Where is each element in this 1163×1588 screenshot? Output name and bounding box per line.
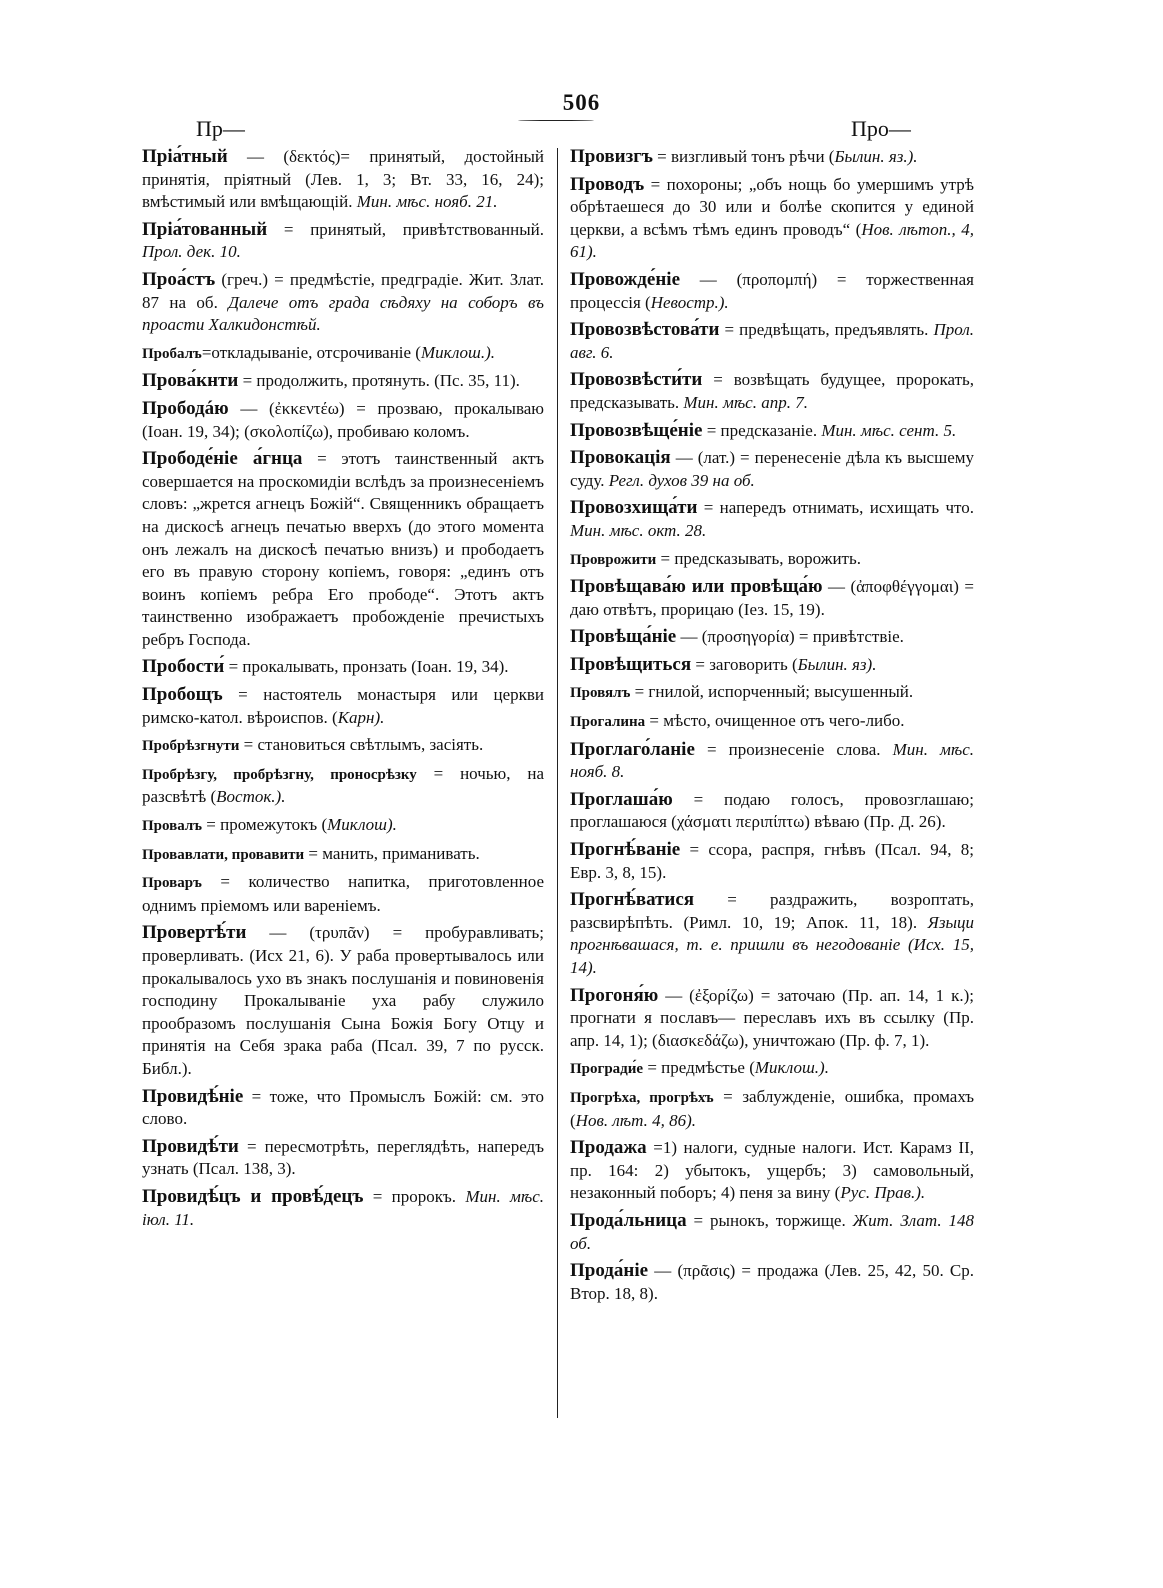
entry-citation: Мин. мѣс. сент. 5. bbox=[817, 420, 957, 440]
entry-definition: = напередъ отнимать, исхищать что. bbox=[697, 498, 974, 518]
dictionary-entry bbox=[142, 656, 544, 679]
entry-headword: Провизгъ bbox=[570, 146, 653, 167]
entry-definition: — (πρᾶσις) = продажа (Лев. 25, 42, 50. Ср. Втор. 18, 8). bbox=[570, 1261, 974, 1303]
entry-definition: = манить, приманивать. bbox=[304, 843, 480, 863]
entry-citation: Мин. мѣс. іюл. 11. bbox=[142, 1186, 544, 1229]
entry-citation: Языци прогнѣвашася, т. е. пришли въ негодованіе (Исх. 15, 14). bbox=[570, 912, 974, 977]
entry-definition: = этотъ таинственный актъ совершается на проскомидіи вслѣдъ за произнесеніемъ словъ: „жрется агнецъ Божій“. Священникъ обращаетъ на дискосѣ агнецъ печатью вверхъ (до этого момента онъ лежалъ на дискосѣ печатью внизъ) и прободаетъ его въ правую сторону копіемъ, говоря: „единъ отъ воинъ копіемъ ребра Его прободе“. Этотъ актъ таинственно изображаетъ пробожденіе пречистыхъ ребръ Господа. bbox=[142, 449, 544, 649]
entry-definition: = тоже, что Промыслъ Божій: см. это слово. bbox=[142, 1086, 544, 1129]
entry-definition: = возвѣщать будущее, пророкать, предсказывать. bbox=[570, 370, 974, 412]
entry-headword: Провозхища́ти bbox=[570, 497, 698, 519]
dictionary-entry bbox=[570, 146, 974, 169]
entry-headword: Проврожити bbox=[570, 551, 657, 568]
entry-definition: = заблужденіе, ошибка, промахъ ( bbox=[570, 1086, 975, 1130]
column-divider bbox=[557, 148, 558, 1418]
entry-headword: Провѣща́ніе bbox=[570, 626, 677, 648]
dictionary-entry bbox=[570, 789, 974, 834]
dictionary-entry bbox=[570, 174, 974, 264]
dictionary-entry bbox=[142, 1086, 544, 1131]
entry-headword: Пробости́ bbox=[142, 656, 225, 678]
dictionary-entry bbox=[570, 1137, 974, 1205]
entry-definition: (греч.) = предмѣстіе, предградіе. Жит. Злат. 87 на об. bbox=[142, 269, 544, 312]
entry-citation: Невостр.). bbox=[650, 292, 729, 312]
dictionary-entry bbox=[142, 398, 544, 443]
entry-definition: — (лат.) = перенесеніе дѣла къ высшему суду. bbox=[570, 448, 974, 490]
dictionary-entry bbox=[142, 843, 544, 867]
entry-headword: Пробрѣзгу, пробрѣзгну, проносрѣзку bbox=[142, 766, 417, 783]
entry-definition: = предвѣщать, предъявлять. bbox=[719, 320, 929, 340]
entry-headword: Пробалъ bbox=[142, 345, 202, 362]
entry-headword: Прогрѣха, прогрѣхъ bbox=[570, 1089, 714, 1106]
dictionary-entry bbox=[570, 1260, 974, 1305]
entry-headword: Продажа bbox=[570, 1137, 647, 1159]
dictionary-entry bbox=[570, 1210, 974, 1255]
entry-definition: = гнилой, испорченный; высушенный. bbox=[630, 682, 914, 702]
entry-headword: Провалъ bbox=[142, 818, 203, 835]
entry-definition: = становиться свѣтлымъ, засіять. bbox=[239, 735, 484, 755]
entry-headword: Провѣщава́ю или провѣща́ю bbox=[570, 576, 823, 598]
entry-definition: = произнесеніе слова. bbox=[694, 739, 881, 759]
entry-citation: Далече отъ града сѣдяху на соборъ въ проасти Халкидонстѣй. bbox=[142, 292, 545, 335]
entry-citation: Восток.). bbox=[216, 787, 286, 807]
entry-headword: Проа́стъ bbox=[142, 268, 216, 290]
entry-citation: Прол. дек. 10. bbox=[142, 242, 241, 262]
dictionary-entry bbox=[142, 871, 544, 917]
entry-citation: Мин. мѣс. нояб. 8. bbox=[570, 739, 975, 782]
entry-headword: Прода́ніе bbox=[570, 1260, 649, 1282]
entry-citation: Карн). bbox=[337, 707, 385, 727]
entry-citation: Мин. мѣс. окт. 28. bbox=[570, 520, 707, 540]
entry-headword: Пріа́тный bbox=[142, 146, 228, 167]
dictionary-entry bbox=[570, 420, 974, 443]
entry-headword: Проглаша́ю bbox=[570, 788, 673, 810]
dictionary-entry bbox=[142, 370, 544, 393]
dictionary-entry bbox=[570, 497, 974, 542]
entry-definition: — (τρυπᾶν) = пробуравливать; проверливать. (Исх 21, 6). У раба провертывалось или прокалывалось ухо въ знакъ послушанія и повиновенія господину Прокалываніе уха рабу служило прообразомъ послушанія Сына Божія Богу Отцу и принятія на Себя зрака раба (Псал. 39, 7 по русск. Библ.). bbox=[142, 923, 544, 1078]
page-number-rule bbox=[518, 120, 594, 121]
entry-definition: =1) налоги, судные налоги. Ист. Карамз II, пр. 164: 2) убытокъ, ущербъ; 3) самовольный, незаконный поборъ; 4) пеня за вину ( bbox=[570, 1138, 974, 1203]
entry-headword: Проглаго́ланіе bbox=[570, 738, 695, 760]
running-head-left: Пр— bbox=[196, 116, 245, 141]
dictionary-entry bbox=[570, 1057, 974, 1081]
entry-citation: Миклош.). bbox=[754, 1058, 829, 1078]
dictionary-entry bbox=[570, 626, 974, 649]
dictionary-entry bbox=[142, 814, 544, 838]
entry-definition: — (ἀποφθέγγομαι) = даю отвѣтъ, прорицаю (Іез. 15, 19). bbox=[570, 577, 974, 619]
right-column bbox=[570, 146, 974, 1310]
dictionary-entry bbox=[142, 734, 544, 758]
entry-definition: = заговорить ( bbox=[691, 654, 798, 674]
entry-definition: = визгливый тонъ рѣчи ( bbox=[652, 147, 835, 166]
entry-citation: Мин. мѣс. нояб. 21. bbox=[352, 192, 498, 212]
entry-headword: Провидѣ́ніе bbox=[142, 1085, 244, 1107]
entry-headword: Програди́е bbox=[570, 1061, 644, 1078]
entry-headword: Прободáю bbox=[142, 397, 229, 419]
entry-definition: = ссора, распря, гнѣвъ (Псал. 94, 8; Евр. 3, 8, 15). bbox=[570, 840, 974, 882]
entry-headword: Провялъ bbox=[570, 685, 631, 702]
dictionary-entry bbox=[570, 681, 974, 705]
entry-citation: Мин. мѣс. апр. 7. bbox=[679, 392, 808, 412]
entry-headword: Пріа́тованный bbox=[142, 218, 268, 240]
dictionary-entry bbox=[142, 146, 544, 214]
dictionary-entry bbox=[570, 839, 974, 884]
entry-headword: Прогнѣ́ваніе bbox=[570, 839, 681, 861]
entry-citation: Миклош.). bbox=[420, 342, 496, 362]
dictionary-entry bbox=[570, 548, 974, 572]
entry-definition: — (ἐκκεντέω) = прозваю, прокалываю (Іоан. 19, 34); (σκολοπίζω), пробиваю коломъ. bbox=[142, 398, 544, 441]
entry-headword: Провавлати, провавити bbox=[142, 846, 305, 863]
dictionary-entry bbox=[142, 1186, 544, 1231]
dictionary-entry bbox=[142, 684, 544, 729]
entry-definition: = пересмотрѣть, переглядѣть, напередъ узнать (Псал. 138, 3). bbox=[142, 1136, 544, 1179]
dictionary-entry bbox=[570, 319, 974, 364]
entry-definition: = пророкъ. bbox=[363, 1186, 457, 1206]
dictionary-entry bbox=[142, 269, 544, 337]
dictionary-entry bbox=[142, 1136, 544, 1181]
dictionary-entry bbox=[570, 985, 974, 1053]
entry-citation: Регл. духов 39 на об. bbox=[604, 470, 755, 490]
dictionary-entry bbox=[142, 922, 544, 1080]
dictionary-entry bbox=[570, 1086, 974, 1132]
entry-citation: Рус. Прав.). bbox=[840, 1183, 926, 1203]
entry-headword: Прогалина bbox=[570, 714, 646, 731]
entry-definition: = раздражить, возроптать, разсвирѣпѣть. (Римл. 10, 19; Апок. 11, 18). bbox=[570, 890, 974, 932]
entry-definition: = ночью, на разсвѣтѣ ( bbox=[142, 763, 544, 807]
entry-headword: Прода́льница bbox=[570, 1209, 687, 1231]
entry-definition: = рынокъ, торжище. bbox=[686, 1210, 846, 1230]
entry-definition: = предсказывать, ворожить. bbox=[656, 548, 861, 568]
entry-citation: Нов. лѣт. 4, 86). bbox=[575, 1110, 696, 1130]
entry-definition: — (προπομπή) = торжественная процессія ( bbox=[570, 269, 974, 312]
entry-headword: Прободе́ніе а́гнца bbox=[142, 448, 303, 470]
page-number: 506 bbox=[562, 90, 601, 115]
dictionary-entry bbox=[570, 269, 974, 314]
entry-headword: Провожде́ніе bbox=[570, 268, 681, 290]
dictionary-entry bbox=[570, 710, 974, 734]
entry-definition: = количество напитка, приготовленное однимъ пріемомъ или вареніемъ. bbox=[142, 872, 544, 915]
dictionary-entry bbox=[142, 342, 544, 366]
entry-citation: Жит. Злат. 148 об. bbox=[570, 1210, 974, 1253]
entry-definition: = принятый, привѣтствованный. bbox=[267, 219, 544, 239]
dictionary-entry bbox=[142, 448, 544, 651]
entry-citation: Нов. лѣтоп., 4, 61). bbox=[570, 219, 975, 262]
entry-definition: = промежутокъ ( bbox=[202, 815, 328, 835]
entry-citation: Прол. авг. 6. bbox=[570, 320, 974, 362]
entry-citation: Миклош). bbox=[327, 815, 397, 835]
dictionary-entry bbox=[570, 889, 974, 979]
entry-headword: Провозвѣсти́ти bbox=[570, 369, 703, 391]
dictionary-entry bbox=[142, 219, 544, 264]
entry-definition: = похороны; „объ нощь бо умершимъ утрѣ обрѣтаешеся до 30 или и болѣе скопится у единой церкви, а всѣмъ тѣмъ единъ проводъ“ ( bbox=[570, 174, 974, 239]
entry-definition: = продолжить, протянуть. (Пс. 35, 11). bbox=[238, 371, 520, 391]
running-head-right: Про— bbox=[851, 116, 911, 141]
entry-headword: Провозвѣще́ніе bbox=[570, 419, 703, 441]
entry-definition: = прокалывать, пронзать (Іоан. 19, 34). bbox=[224, 657, 509, 677]
dictionary-entry bbox=[142, 763, 544, 809]
entry-definition: = настоятель монастыря или церкви римско-катол. вѣроиспов. ( bbox=[142, 685, 544, 727]
left-column bbox=[142, 146, 544, 1236]
entry-headword: Провидѣ́цъ и провѣ́децъ bbox=[142, 1185, 364, 1207]
entry-citation: Былин. яз). bbox=[797, 654, 877, 674]
entry-definition: = подаю голосъ, провозглашаю; проглашаюся (χάσματι περιπίπτω) вѣваю (Пр. Д. 26). bbox=[570, 789, 974, 832]
entry-definition: — (προσηγορία) = привѣтствіе. bbox=[676, 627, 904, 647]
dictionary-entry bbox=[570, 654, 974, 677]
entry-headword: Провозвѣстова́ти bbox=[570, 319, 720, 341]
entry-headword: Провокація bbox=[570, 447, 671, 469]
entry-headword: Проваръ bbox=[142, 875, 202, 892]
entry-headword: Пробощъ bbox=[142, 684, 223, 706]
entry-headword: Прогнѣ́ватися bbox=[570, 889, 695, 911]
entry-definition: = предсказаніе. bbox=[702, 420, 818, 440]
entry-citation: Былин. яз.). bbox=[834, 147, 918, 166]
entry-definition: =откладываніе, отсрочиваніе ( bbox=[201, 342, 421, 362]
entry-definition: = мѣсто, очищенное отъ чего-либо. bbox=[645, 711, 905, 731]
entry-headword: Провѣщиться bbox=[570, 653, 692, 675]
dictionary-entry bbox=[570, 576, 974, 621]
dictionary-entry bbox=[570, 369, 974, 414]
entry-headword: Пробрѣзгнути bbox=[142, 738, 240, 755]
entry-headword: Провертѣ́ти bbox=[142, 922, 247, 944]
entry-headword: Прова́кнти bbox=[142, 370, 239, 392]
entry-headword: Провидѣ́ти bbox=[142, 1135, 239, 1157]
entry-definition: = предмѣстье ( bbox=[643, 1058, 755, 1078]
dictionary-entry bbox=[570, 447, 974, 492]
entry-headword: Проводъ bbox=[570, 173, 645, 195]
entry-definition: — (ἐξορίζω) = заточаю (Пр. ап. 14, 1 к.); прогнати я пославъ— переславъ ихъ въ ссылку (Пр. апр. 14, 1); (διασκεδάζω), уничтожаю (Пр. ф. 7, 1). bbox=[570, 985, 974, 1050]
dictionary-entry bbox=[570, 739, 974, 784]
entry-definition: — (δεκτός)= принятый, достойный принятія, пріятный (Лев. 1, 3; Вт. 33, 16, 24); вмѣстимый или вмѣщающій. bbox=[142, 147, 544, 212]
entry-headword: Прогоня́ю bbox=[570, 984, 659, 1006]
